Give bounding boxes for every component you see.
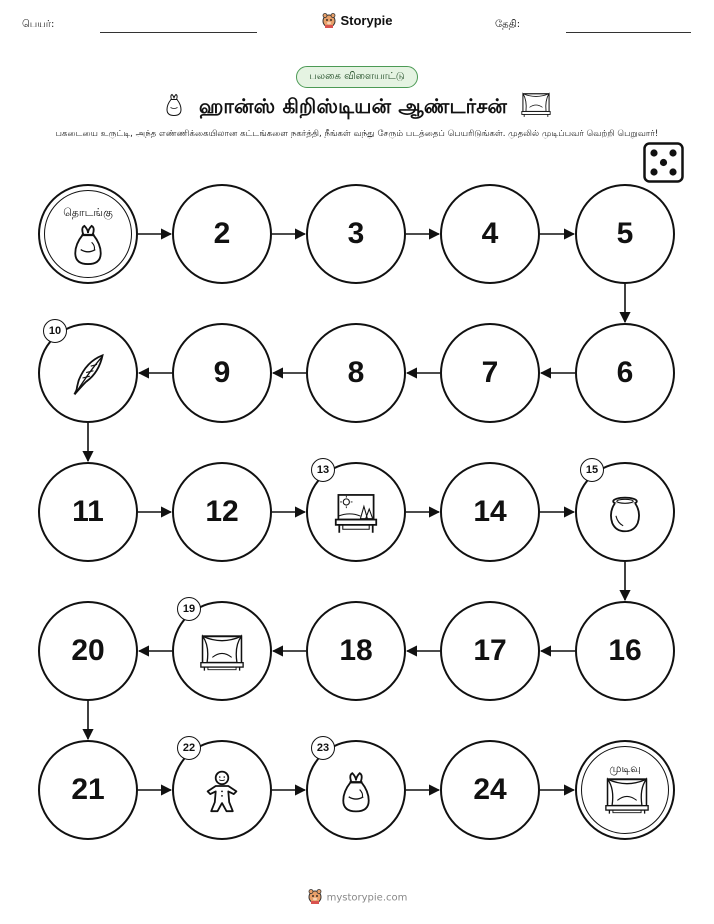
space-number: 16 — [608, 634, 642, 667]
instructions: பகடையை உருட்டி, அந்த எண்ணிக்கையிலான கட்டங்களை நகர்த்தி, நீங்கள் வந்து சேரும் படத்தைப் பெயரிடுங்கள். முதலில் முடிப்பவர் வெற்றி பெறுவார்! — [55, 129, 659, 139]
board-space-20 — [38, 601, 138, 701]
storypie-bear-icon — [307, 888, 323, 907]
space-number-badge: 15 — [580, 458, 604, 482]
space-number: 17 — [473, 634, 507, 667]
theater-curtain-window-icon — [200, 633, 244, 673]
space-number: 12 — [205, 495, 239, 528]
space-number: 18 — [339, 634, 373, 667]
space-number: 3 — [347, 217, 365, 250]
board-space-2 — [172, 184, 272, 284]
clay-pot-icon — [605, 494, 645, 534]
space-number-badge: 10 — [43, 319, 67, 343]
board-space-14 — [440, 462, 540, 562]
sack-icon — [68, 222, 108, 268]
board-space-24 — [440, 740, 540, 840]
board-space-4 — [440, 184, 540, 284]
board-space-9 — [172, 323, 272, 423]
board-space-8 — [306, 323, 406, 423]
title-text: ஹான்ஸ் கிறிஸ்டியன் ஆண்டர்சன் — [198, 94, 508, 118]
space-number: 7 — [481, 356, 499, 389]
space-number: 9 — [213, 356, 231, 389]
footer-url[interactable]: mystorypie.com — [326, 892, 408, 904]
board-space-17 — [440, 601, 540, 701]
board-space-7 — [440, 323, 540, 423]
space-number: 4 — [481, 217, 499, 250]
start-label: தொடங்கு — [63, 206, 113, 219]
space-number: 6 — [616, 356, 634, 389]
window-landscape-icon — [334, 491, 378, 537]
board-space-11 — [38, 462, 138, 562]
space-number: 24 — [473, 773, 507, 806]
space-number-badge: 13 — [311, 458, 335, 482]
sack-icon — [336, 769, 376, 815]
brand-name: Storypie — [340, 12, 393, 28]
space-number: 5 — [616, 217, 634, 250]
gingerbread-doll-icon — [204, 769, 240, 815]
finish-space — [575, 740, 675, 840]
space-number: 2 — [213, 217, 231, 250]
space-number: 8 — [347, 356, 365, 389]
board-space-5 — [575, 184, 675, 284]
space-number: 21 — [71, 773, 105, 806]
finish-label: முடிவு — [609, 762, 641, 775]
board-space-21 — [38, 740, 138, 840]
quill-feather-icon — [68, 352, 108, 398]
space-number: 20 — [71, 634, 105, 667]
space-number-badge: 19 — [177, 597, 201, 621]
board-game-badge: பலகை விளையாட்டு — [296, 66, 418, 88]
board-space-18 — [306, 601, 406, 701]
footer — [0, 888, 714, 907]
space-number: 11 — [72, 495, 104, 528]
space-number: 14 — [473, 495, 507, 528]
board-space-12 — [172, 462, 272, 562]
theater-curtain-window-icon — [605, 776, 649, 816]
date-label: தேதி: — [495, 19, 521, 30]
board-space-16 — [575, 601, 675, 701]
board-space-6 — [575, 323, 675, 423]
space-number-badge: 22 — [177, 736, 201, 760]
name-label: பெயர்: — [22, 19, 55, 30]
space-number-badge: 23 — [311, 736, 335, 760]
board-space-3 — [306, 184, 406, 284]
start-space — [38, 184, 138, 284]
